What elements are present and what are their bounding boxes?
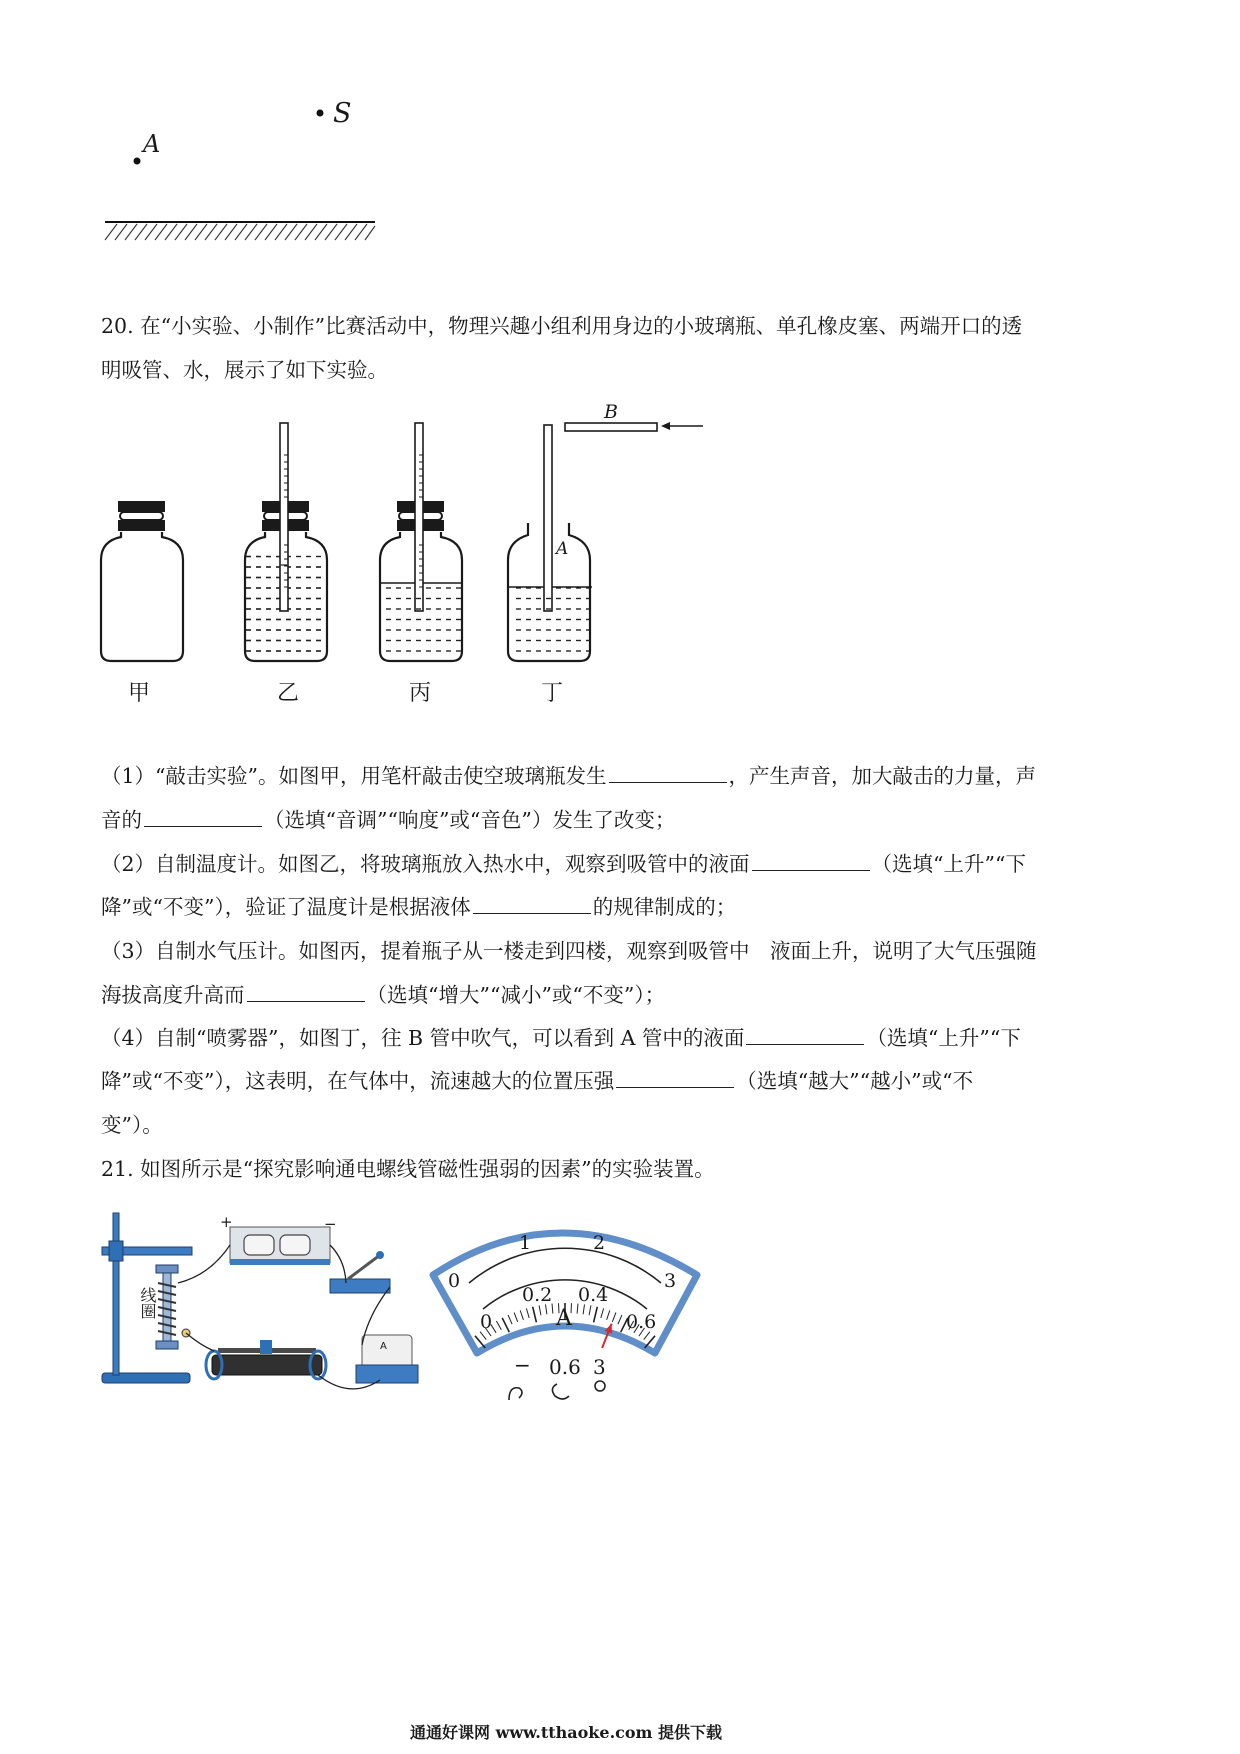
- terminal-3: 3: [593, 1355, 606, 1379]
- q20-p3-line-1: （3）自制水气压计。如图丙，提着瓶子从一楼走到四楼，观察到吸管中 液面上升，说明了大气压强随: [101, 939, 1037, 963]
- q20-p4-line-3: 变”）。: [101, 1113, 163, 1137]
- ammeter-small-letter: A: [380, 1341, 387, 1352]
- surface-hatching: [105, 224, 375, 240]
- q20-p4-line-1: （4）自制“喷雾器”，如图丁，往 B 管中吹气，可以看到 A 管中的液面 （选填“上升”“下: [101, 1026, 1021, 1050]
- bottle-jia: [101, 501, 183, 661]
- label-a: A: [143, 130, 161, 158]
- q20-p1-line-2: 音的 （选填“音调”“响度”或“音色”）发生了改变；: [101, 808, 676, 832]
- dial-top-2: 2: [593, 1232, 606, 1254]
- battery-box: [230, 1227, 330, 1265]
- answer-blank-5[interactable]: [247, 983, 365, 1002]
- dial-bottom-2: 0.4: [578, 1284, 609, 1306]
- terminal-minus: −: [514, 1353, 531, 1377]
- bottle-ding: [508, 422, 703, 661]
- dial-top-3: 3: [664, 1270, 677, 1292]
- caption-ding: 丁: [541, 681, 564, 706]
- q20-p3-line-2: 海拔高度升高而 （选填“增大”“减小”或“不变”）；: [101, 983, 666, 1007]
- dial-unit: A: [556, 1306, 572, 1331]
- solenoid-coil: [156, 1265, 190, 1349]
- point-a: [134, 158, 141, 165]
- label-b: B: [604, 401, 618, 423]
- dial-top-1: 1: [519, 1232, 532, 1254]
- dial-bottom-1: 0.2: [522, 1284, 553, 1306]
- dial-bottom-3: 0.6: [626, 1311, 657, 1333]
- answer-blank-6[interactable]: [746, 1026, 864, 1045]
- battery-minus: −: [324, 1215, 337, 1233]
- q20-line-2: 明吸管、水，展示了如下实验。: [101, 358, 388, 382]
- answer-blank-7[interactable]: [616, 1069, 734, 1088]
- dial-bottom-0: 0: [480, 1311, 493, 1333]
- q20-p2-line-1: （2）自制温度计。如图乙，将玻璃瓶放入热水中，观察到吸管中的液面 （选填“上升”“下: [101, 852, 1026, 876]
- caption-yi: 乙: [277, 681, 300, 706]
- q20-p2-line-2: 降”或“不变”），验证了温度计是根据液体 的规律制成的；: [101, 895, 737, 919]
- dial-top-0: 0: [448, 1270, 461, 1292]
- terminal-knobs[interactable]: [505, 1378, 615, 1408]
- q20-p1-line-1: （1）“敲击实验”。如图甲，用笔杆敲击使空玻璃瓶发生 ，产生声音，加大敲击的力量，声: [101, 764, 1037, 788]
- label-tube-a: A: [556, 539, 569, 559]
- label-s: S: [333, 98, 352, 129]
- coil-label: 线圈: [138, 1287, 157, 1319]
- answer-blank-4[interactable]: [473, 895, 591, 914]
- battery-plus: +: [220, 1213, 233, 1231]
- ammeter-dial: [425, 1213, 705, 1363]
- caption-jia: 甲: [128, 681, 151, 706]
- answer-blank-3[interactable]: [752, 852, 870, 871]
- caption-bing: 丙: [409, 681, 432, 706]
- q20-p4-line-2: 降”或“不变”），这表明，在气体中，流速越大的位置压强 （选填“越大”“越小”或“不: [101, 1069, 974, 1093]
- bottle-bing: [379, 423, 463, 661]
- q20-line-1: 20. 在“小实验、小制作”比赛活动中，物理兴趣小组利用身边的小玻璃瓶、单孔橡皮塞、两端开口的透: [101, 314, 1023, 338]
- footer-text: 通通好课网 www.tthaoke.com 提供下载: [410, 1723, 723, 1742]
- sliding-rheostat: [206, 1340, 326, 1379]
- answer-blank-1[interactable]: [609, 764, 727, 783]
- bottle-figures: [95, 415, 725, 675]
- q21-line-1: 21. 如图所示是“探究影响通电螺线管磁性强弱的因素”的实验装置。: [101, 1157, 715, 1181]
- point-s: [317, 110, 324, 117]
- bottle-yi: [245, 423, 327, 661]
- answer-blank-2[interactable]: [144, 808, 262, 827]
- terminal-0-6: 0.6: [549, 1355, 581, 1379]
- ammeter-small: [356, 1335, 418, 1383]
